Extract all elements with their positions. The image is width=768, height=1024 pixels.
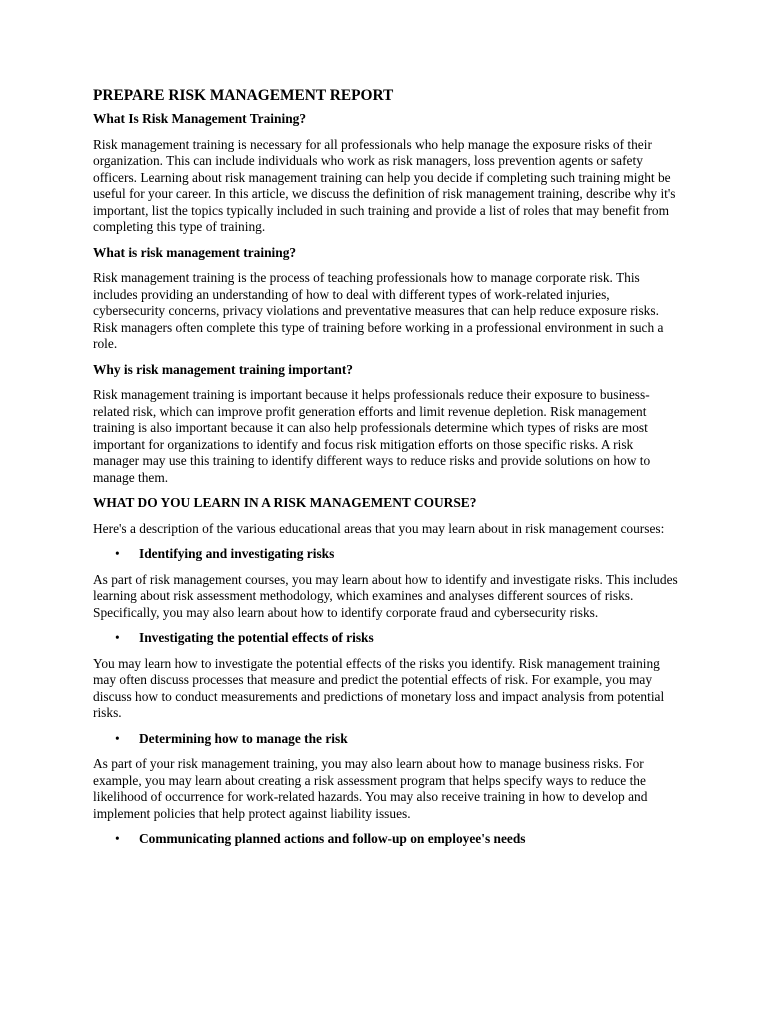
section-heading: WHAT DO YOU LEARN IN A RISK MANAGEMENT COURSE? (93, 495, 477, 510)
section-heading: Why is risk management training important? (93, 361, 354, 377)
bullet-dot-icon: • (115, 730, 120, 746)
section-heading: What Is Risk Management Training? (93, 111, 307, 126)
bullet-text: Communicating planned actions and follow-up on employee's needs (139, 831, 526, 846)
bullet-text: Identifying and investigating risks (139, 546, 335, 561)
bullet-item (93, 546, 678, 563)
bullet-text: Determining how to manage the risk (139, 730, 348, 746)
paragraph: As part of risk management courses, you may learn about how to identify and investigate risks. This includes learning about risk assessment methodology, which examines and analyses different sources of risks. Specifically, you may also learn about how to identify corporate fraud and cybersecurity risks. (93, 571, 678, 620)
bullet-text: Investigating the potential effects of risks (139, 630, 374, 645)
bullet-item (93, 731, 678, 748)
paragraph: You may learn how to investigate the potential effects of the risks you identify. Risk management training may often discuss processes that measure and predict the potential effects of risk. For example, you may discuss how to conduct measurements and predictions of monetary loss and impact analysis from potential risks. (93, 655, 665, 720)
document-page (93, 86, 678, 857)
paragraph: Risk management training is the process of teaching professionals how to manage corporate risk. This includes providing an understanding of how to deal with different types of work-related injuries, cybersecurity concerns, privacy violations and preventative measures that can help reduce exposure risks. Risk managers often complete this type of training before working in a professional environment in such a role. (93, 270, 664, 351)
bullet-dot-icon: • (115, 546, 120, 561)
bullet-dot-icon: • (115, 630, 120, 645)
paragraph: Here's a description of the various educational areas that you may learn about in risk management courses: (93, 520, 665, 536)
paragraph: Risk management training is necessary for all professionals who help manage the exposure risks of their organization. This can include individuals who work as risk managers, loss prevention agents or safety officers. Learning about risk management training can help you decide if completing such training might be useful for your career. In this article, we discuss the definition of risk management training, describe why it's important, list the topics typically included in such training and provide a list of roles that may benefit from completing this type of training. (93, 136, 676, 234)
document-title: PREPARE RISK MANAGEMENT REPORT (93, 87, 394, 104)
paragraph: Risk management training is important because it helps professionals reduce their exposure to business-related risk, which can improve profit generation efforts and limit revenue depletion. Risk management training is also important because it can also help professionals determine which types of risks are most important for organizations to identify and focus risk mitigation efforts on those specific risks. A risk manager may use this training to identify different ways to reduce risks and provide solutions on how to manage them. (93, 387, 651, 485)
bullet-item (93, 630, 678, 647)
paragraph: As part of your risk management training, you may also learn about how to manage business risks. For example, you may learn about creating a risk assessment program that helps specify ways to reduce the likelihood of occurrence for work-related hazards. You may also receive training in how to develop and implement policies that help protect against liability issues. (93, 756, 648, 821)
bullet-dot-icon: • (115, 831, 120, 846)
bullet-item (93, 831, 678, 848)
section-heading: What is risk management training? (93, 244, 297, 260)
